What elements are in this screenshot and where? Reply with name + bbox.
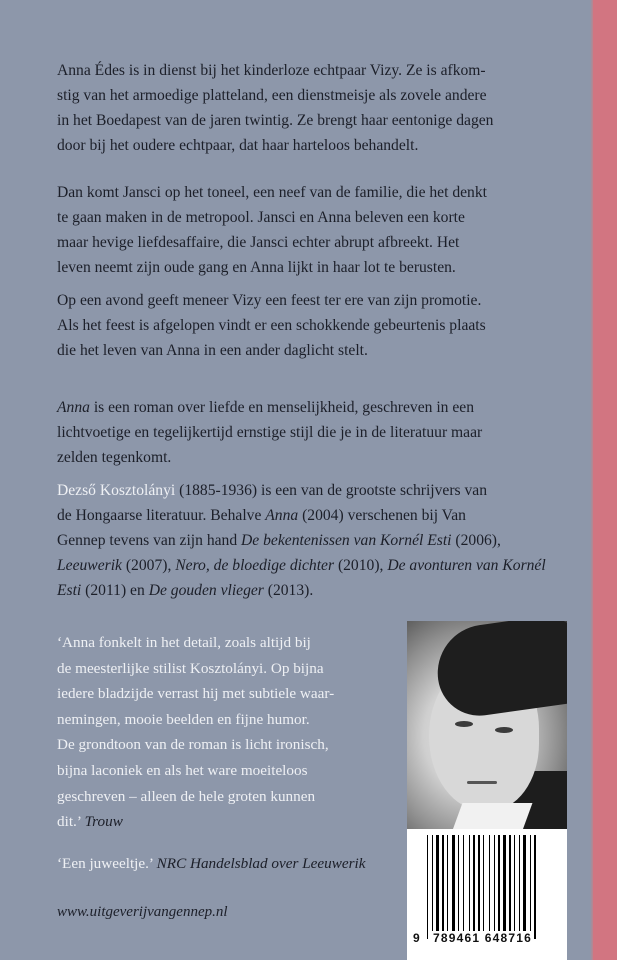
text-fragment: (2004) verschenen bij Van (298, 507, 466, 524)
text-line (57, 503, 557, 528)
quote-line: nemingen, mooie beelden en fijne humor. (57, 710, 310, 728)
barcode-bar (473, 835, 475, 931)
quote-line: de meesterlijke stilist Kosztolányi. Op bijna (57, 659, 324, 677)
book-spine (593, 0, 617, 960)
barcode-bar (494, 835, 495, 931)
author-name: Dezső Kosztolányi (57, 482, 176, 499)
review-quote (57, 630, 402, 835)
book-title: Leeuwerik (57, 557, 122, 574)
barcode-bar (436, 835, 439, 931)
isbn-prefix: 9 (413, 931, 420, 945)
author-portrait-icon (407, 621, 567, 829)
quote-line: De grondtoon van de roman is licht ironisch, (57, 736, 329, 754)
text-fragment: de Hongaarse literatuur. Behalve (57, 507, 266, 524)
author-bio (57, 478, 557, 603)
text-line (57, 478, 557, 503)
text-line: Op een avond geeft meneer Vizy een feest ter ere van zijn promotie. (57, 292, 482, 309)
publisher-website[interactable]: www.uitgeverijvangennep.nl (57, 904, 228, 920)
portrait-mouth (467, 781, 497, 784)
blurb-paragraph-3 (57, 288, 557, 363)
barcode-bar (469, 835, 470, 931)
quote-line: bijna laconiek en als het ware moeiteloos (57, 761, 308, 779)
quote-source: NRC Handelsblad (156, 855, 268, 872)
text-line (57, 578, 557, 603)
text-line: stig van het armoedige platteland, een dienstmeisje als zovele andere (57, 87, 487, 104)
barcode-bar (509, 835, 511, 931)
book-title: Leeuwerik (302, 855, 366, 872)
barcode-bar (489, 835, 490, 931)
portrait-eye (495, 727, 513, 733)
quote-fragment: dit.’ (57, 813, 85, 831)
short-quote (57, 853, 365, 875)
text-line (57, 528, 557, 553)
book-title: De avonturen van Kornél (387, 557, 546, 574)
book-title: Anna (57, 399, 90, 416)
portrait-collar (452, 803, 533, 829)
text-line: te gaan maken in de metropool. Jansci en Anna beleven een korte (57, 209, 465, 226)
blurb-paragraph-2 (57, 180, 557, 280)
text-line: Dan komt Jansci op het toneel, een neef van de familie, die het denkt (57, 184, 487, 201)
isbn-barcode (407, 829, 567, 960)
text-fragment: is een roman over liefde en menselijkheid, geschreven in een (89, 399, 474, 416)
barcode-bar (519, 835, 520, 931)
barcode-bar (478, 835, 480, 939)
barcode-bar (530, 835, 531, 939)
barcode-bar (442, 835, 444, 931)
portrait-eye (455, 721, 473, 727)
book-title: De gouden vlieger (148, 582, 264, 599)
text-line: die het leven van Anna in een ander daglicht stelt. (57, 342, 368, 359)
portrait-hair (431, 621, 567, 721)
text-fragment: (2006), (451, 532, 501, 549)
text-fragment: (2013). (263, 582, 314, 599)
text-line: Anna Édes is in dienst bij het kinderloze echtpaar Vizy. Ze is afkom- (57, 62, 486, 79)
barcode-bar (534, 835, 536, 939)
text-line: in het Boedapest van de jaren twintig. Ze brengt haar eentonige dagen (57, 112, 494, 129)
quote-line: iedere bladzijde verrast hij met subtiele waar- (57, 685, 335, 703)
barcode-bar (427, 835, 428, 939)
barcode-bars (427, 835, 555, 935)
book-title: De bekentenissen van Kornél Esti (241, 532, 452, 549)
text-fragment: (1885-1936) is een van de grootste schrijvers van (175, 482, 488, 499)
barcode-bar (447, 835, 448, 931)
text-line: Als het feest is afgelopen vindt er een schokkende gebeurtenis plaats (57, 317, 486, 334)
text-fragment: (2007), (121, 557, 176, 574)
barcode-bar (432, 835, 433, 939)
text-line: leven neemt zijn oude gang en Anna lijkt in haar lot te berusten. (57, 259, 456, 276)
barcode-bar (503, 835, 506, 931)
text-line: maar hevige liefdesaffaire, die Jansci echter abrupt afbreekt. Het (57, 234, 460, 251)
barcode-bar (523, 835, 526, 931)
quote-source: Trouw (84, 813, 123, 831)
blurb-paragraph-1 (57, 58, 557, 158)
text-line: lichtvoetige en tegelijkertijd ernstige stijl die je in de literatuur maar (57, 424, 483, 441)
quote-line: ‘Anna fonkelt in het detail, zoals altijd bij (57, 634, 311, 651)
isbn-number: 789461 648716 (433, 931, 533, 945)
text-fragment: (2010), (334, 557, 388, 574)
blurb-paragraph-4 (57, 395, 557, 470)
barcode-bar (452, 835, 455, 931)
quote-line: geschreven – alleen de hele groten kunnen (57, 787, 316, 805)
text-line: zelden tegenkomt. (57, 449, 172, 466)
barcode-bar (514, 835, 515, 931)
barcode-bar (458, 835, 459, 931)
book-title: Anna (265, 507, 299, 524)
text-fragment: (2011) en (81, 582, 149, 599)
text-fragment: Gennep tevens van zijn hand (57, 532, 242, 549)
book-title: Nero, de bloedige dichter (175, 557, 335, 574)
barcode-bar (483, 835, 484, 939)
barcode-bar (498, 835, 500, 931)
quote-text: ‘Een juweeltje.’ (57, 855, 157, 872)
quote-over: over (267, 855, 303, 872)
book-title: Esti (57, 582, 82, 599)
text-line: door bij het oudere echtpaar, dat haar harteloos behandelt. (57, 137, 419, 154)
quote-line (57, 809, 402, 835)
barcode-bar (463, 835, 464, 931)
text-line (57, 553, 557, 578)
text-line (57, 395, 557, 420)
